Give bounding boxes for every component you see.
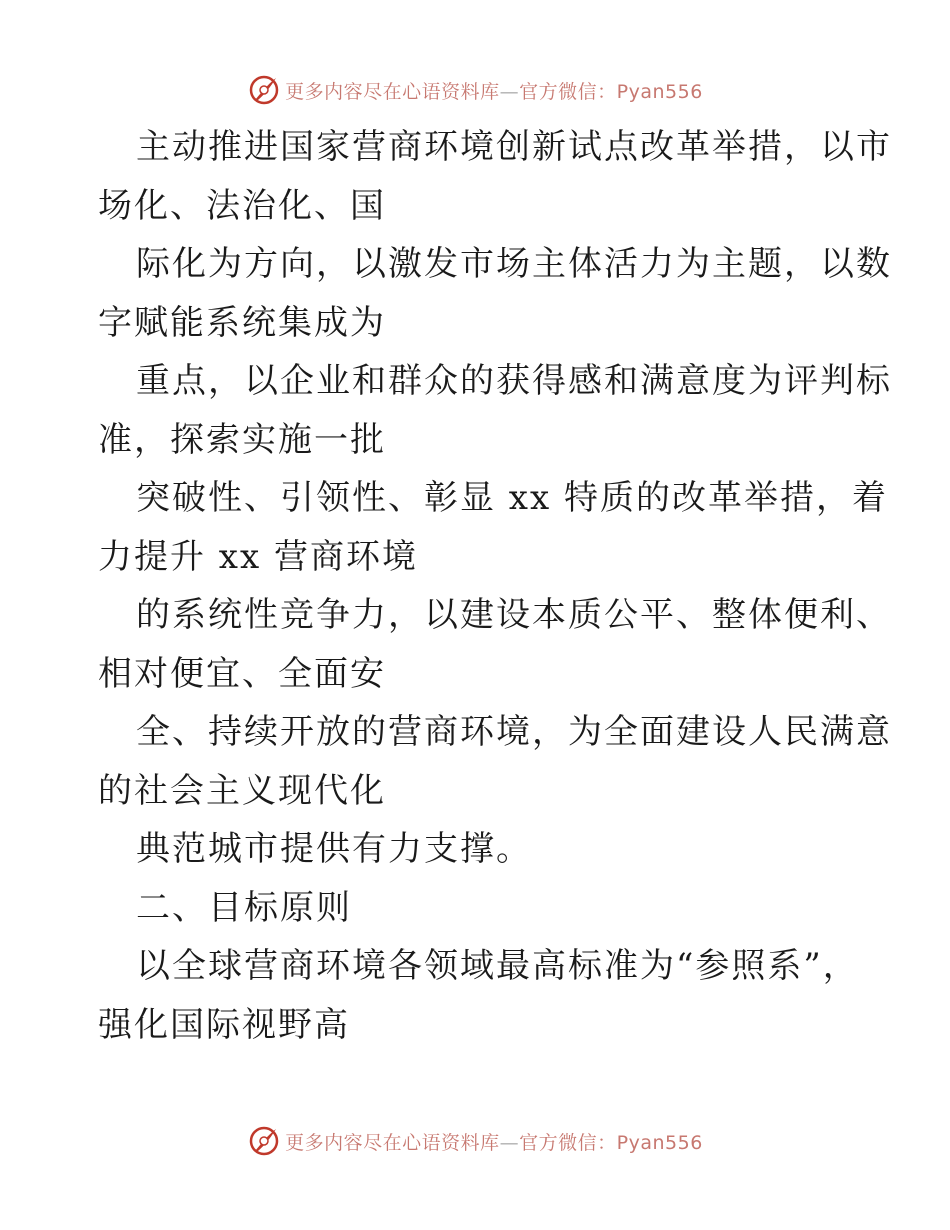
section-heading: 二、目标原则	[136, 887, 352, 928]
watermark-tail: 官方微信：Pyan556	[519, 1131, 703, 1154]
watermark-text	[285, 1128, 703, 1155]
watermark-dash: —	[499, 80, 520, 103]
text-line: 相对便宜、全面安	[98, 653, 386, 694]
text-line: 的系统性竞争力，以建设本质公平、整体便利、	[136, 595, 892, 635]
watermark-text	[285, 77, 703, 104]
text-line: 准，探索实施一批	[98, 419, 386, 460]
text-line: 力提升 xx 营商环境	[98, 536, 418, 577]
text-line: 主动推进国家营商环境创新试点改革举措，以市	[136, 127, 892, 167]
text-line: 际化为方向，以激发市场主体活力为主题，以数	[136, 244, 892, 284]
text-line: 字赋能系统集成为	[98, 302, 386, 343]
feather-pen-icon	[247, 1124, 281, 1158]
text-line: 强化国际视野高	[98, 1004, 350, 1045]
text-line: 突破性、引领性、彰显 xx 特质的改革举措，着	[136, 478, 888, 518]
text-line: 的社会主义现代化	[98, 770, 386, 811]
feather-pen-icon	[247, 73, 281, 107]
text-line: 典范城市提供有力支撑。	[136, 829, 532, 869]
header-watermark	[0, 70, 950, 110]
document-body	[98, 118, 892, 1054]
text-line: 以全球营商环境各领域最高标准为“参照系”，	[136, 946, 859, 986]
watermark-main: 更多内容尽在心语资料库	[285, 1131, 500, 1154]
footer-watermark	[0, 1121, 950, 1161]
watermark-main: 更多内容尽在心语资料库	[285, 80, 500, 103]
text-line: 重点，以企业和群众的获得感和满意度为评判标	[136, 361, 892, 401]
watermark-tail: 官方微信：Pyan556	[519, 80, 703, 103]
text-line: 场化、法治化、国	[98, 185, 386, 226]
watermark-dash: —	[499, 1131, 520, 1154]
text-line: 全、持续开放的营商环境，为全面建设人民满意	[136, 712, 892, 752]
